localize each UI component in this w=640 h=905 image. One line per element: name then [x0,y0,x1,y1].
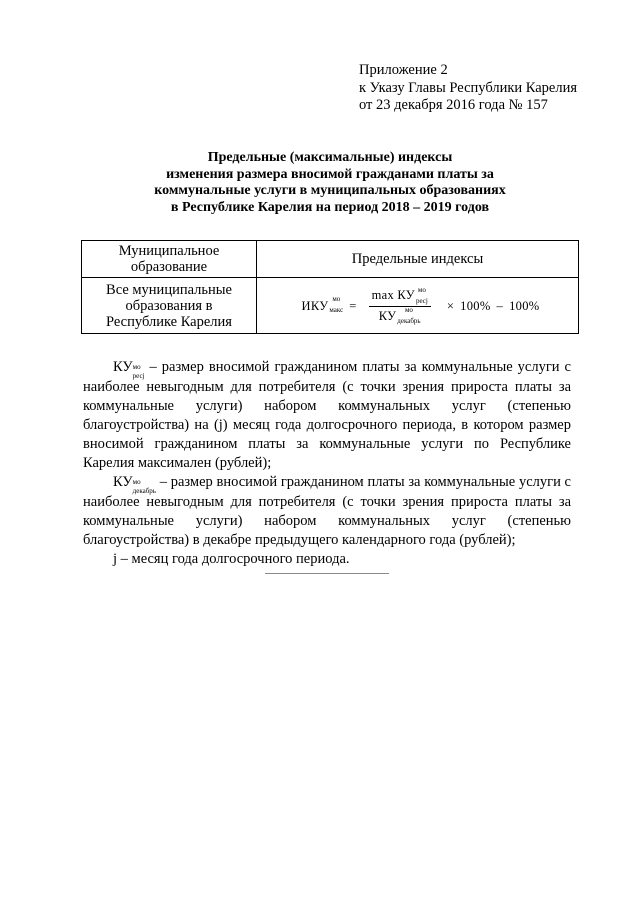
definition-ku-res: КУ мо ресj – размер вносимой гражданином платы за коммунальные услуги с наиболее невыгодным для потребителя (с точки зрения прироста платы за коммунальные услуги) набором коммунальных услуг (степенью благоустройства) на (j) месяц года долгосрочного периода, в котором размер вносимой гражданином платы за коммунальные услуги по Республике Карелия максимален (рублей); [83,359,571,471]
table-header-row [82,241,579,278]
title-line-1: Предельные (максимальные) индексы [207,150,453,165]
definition-ku-december: КУ мо декабрь – размер вносимой гражданином платы за коммунальные услуги с наиболее невыгодным для потребителя (с точки зрения прироста платы за коммунальные услуги) набором коммунальных услуг (степенью благоустройства) в декабре предыдущего календарного года (рублей); [83,474,571,548]
appendix-date: от 23 декабря 2016 года № 157 [359,97,548,113]
formula-numerator: max КУ мо ресj [369,287,431,306]
formula-percent-1: 100% [460,298,491,313]
end-divider [265,573,389,574]
header-municipality: Муниципальное образование [82,241,257,278]
table-row [82,278,579,334]
formula-lhs-sub: макс [329,305,344,314]
definitions-section [83,358,571,569]
formula-times: × [446,298,455,313]
title-line-3: коммунальные услуги в муниципальных образованиях [154,183,506,198]
formula-denominator: КУ мо декабрь [378,305,421,325]
indices-table [81,240,579,334]
index-formula [257,287,578,323]
document-title [60,150,600,216]
title-line-2: изменения размера вносимой гражданами платы за [166,166,494,182]
cell-municipality: Все муниципальные образования в Республике Карелия [82,278,257,334]
formula-fraction [369,287,431,323]
appendix-reference [359,62,577,115]
appendix-decree: к Указу Главы Республики Карелия [359,79,578,96]
formula-equals: = [349,298,357,313]
formula-percent-2: 100% [509,298,540,313]
title-line-4: в Республике Карелия на период 2018 – 2019 годов [170,199,490,215]
formula-lhs: ИКУ [301,298,329,313]
formula-lhs-sup: мо [332,294,341,303]
formula-minus: – [496,298,504,313]
definition-j: j – месяц года долгосрочного периода. [113,551,350,567]
appendix-number: Приложение 2 [359,62,448,78]
cell-formula [257,278,579,334]
header-indices: Предельные индексы [257,241,579,278]
